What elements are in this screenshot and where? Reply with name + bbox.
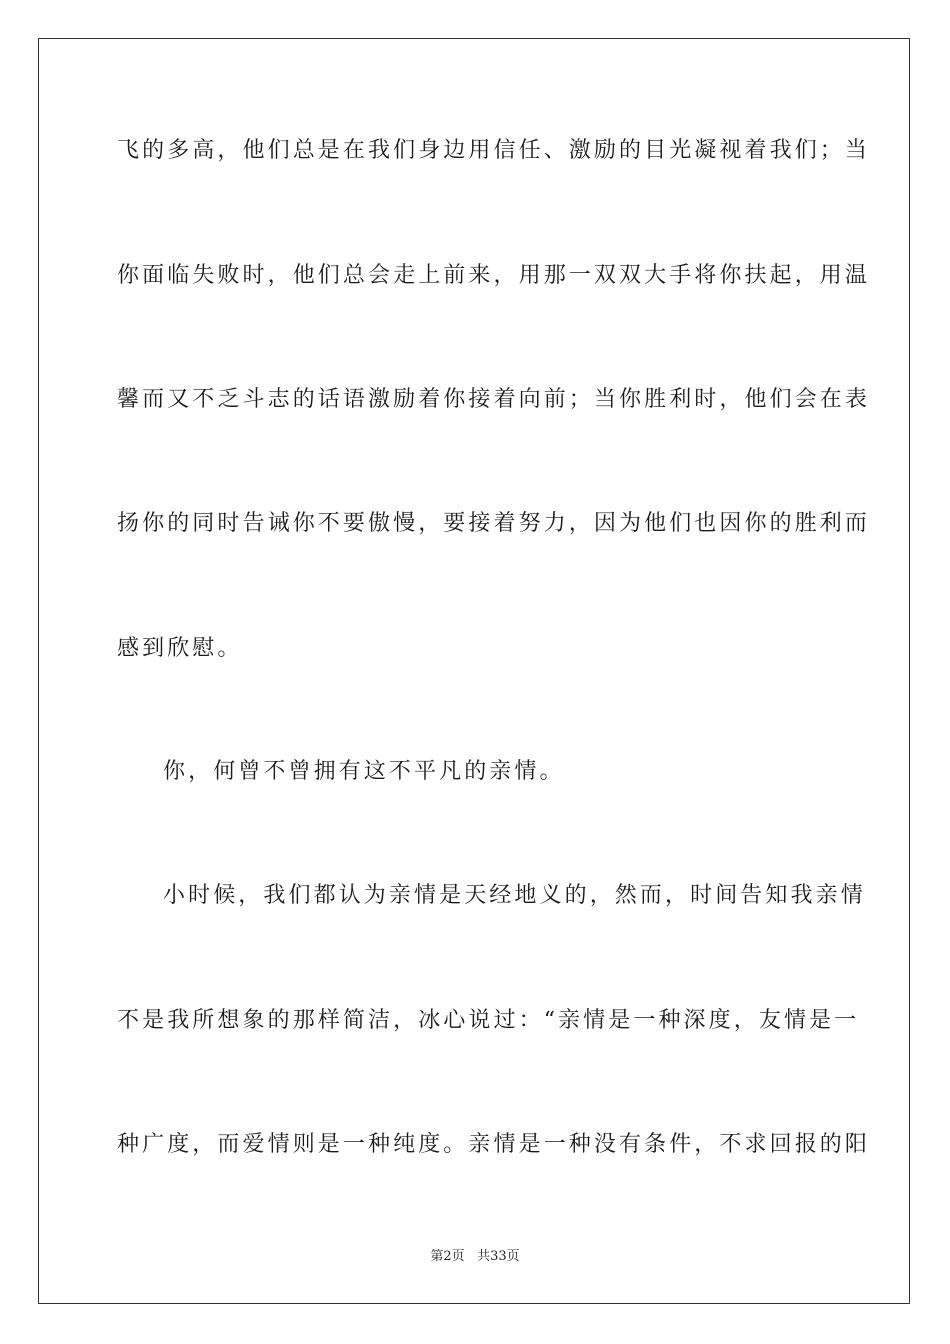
page-footer: [0, 1248, 950, 1266]
text-line: 飞的多高，他们总是在我们身边用信任、激励的目光凝视着我们；当: [117, 138, 871, 163]
text-line: 馨而又不乏斗志的话语激励着你接着向前；当你胜利时，他们会在表: [117, 387, 871, 412]
text-line: 你面临失败时，他们总会走上前来，用那一双双大手将你扶起，用温: [117, 263, 871, 288]
text-line: 你，何曾不曾拥有这不平凡的亲情。: [163, 759, 565, 784]
page-total: 共33页: [477, 1249, 520, 1264]
text-line: 小时候，我们都认为亲情是天经地义的，然而，时间告知我亲情: [163, 883, 866, 908]
text-line: 种广度，而爱情则是一种纯度。亲情是一种没有条件，不求回报的阳: [117, 1132, 871, 1157]
page-frame: [38, 38, 910, 1304]
text-line: 感到欣慰。: [117, 636, 243, 661]
text-line: 不是我所想象的那样简洁，冰心说过：“亲情是一种深度，友情是一: [117, 1008, 860, 1033]
page-number: 第2页: [430, 1249, 465, 1264]
text-line: 扬你的同时告诫你不要傲慢，要接着努力，因为他们也因你的胜利而: [117, 511, 871, 536]
